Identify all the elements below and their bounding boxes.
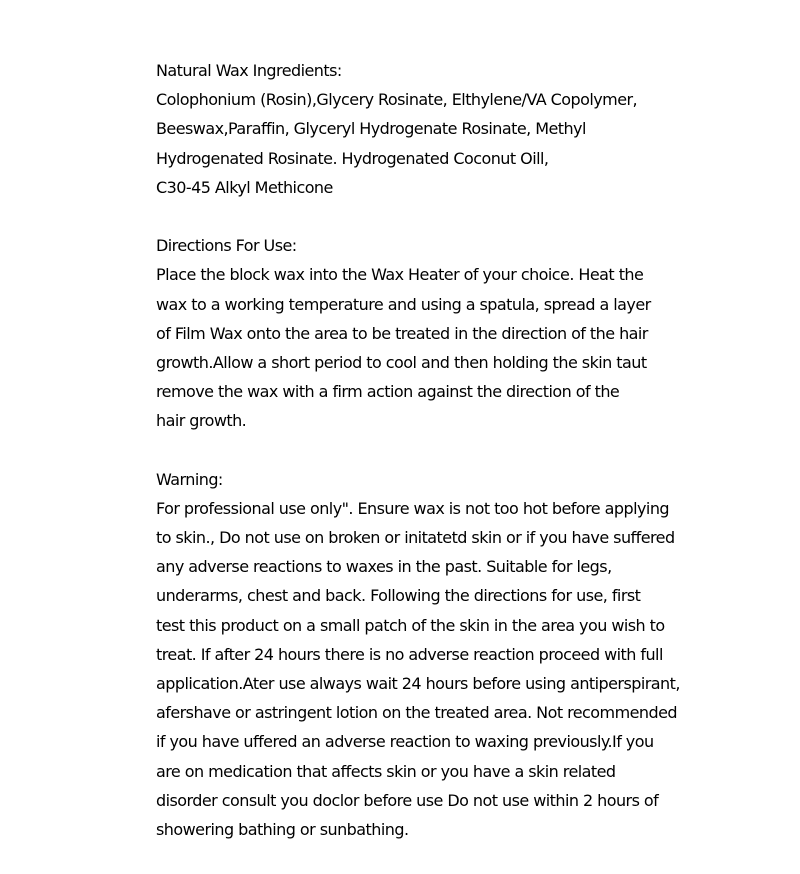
warning-line: are on medication that affects skin or you have a skin related [156, 761, 616, 781]
warning-line: afershave or astringent lotion on the treated area. Not recommended [156, 703, 677, 723]
warning-line: For professional use only". Ensure wax is not too hot before applying [156, 498, 670, 518]
warning-line: if you have uffered an adverse reaction to waxing previously.If you [156, 732, 654, 752]
ingredients-line: Colophonium (Rosin),Glycery Rosinate, Elthylene/VA Copolymer, [156, 90, 638, 110]
directions-line: remove the wax with a firm action against the direction of the [156, 382, 620, 402]
ingredients-line: C30-45 Alkyl Methicone [156, 177, 333, 197]
warning-line: any adverse reactions to waxes in the past. Suitable for legs, [156, 557, 612, 577]
warning-heading: Warning: [156, 469, 223, 489]
ingredients-line: Hydrogenated Rosinate. Hydrogenated Coconut Oill, [156, 148, 549, 168]
ingredients-section [156, 56, 716, 202]
warning-line: underarms, chest and back. Following the directions for use, first [156, 586, 641, 606]
warning-line: test this product on a small patch of the skin in the area you wish to [156, 615, 665, 635]
warning-line: showering bathing or sunbathing. [156, 819, 409, 839]
warning-line: treat. If after 24 hours there is no adverse reaction proceed with full [156, 644, 663, 664]
directions-line: hair growth. [156, 411, 247, 431]
directions-line: of Film Wax onto the area to be treated in the direction of the hair [156, 323, 648, 343]
directions-heading: Directions For Use: [156, 236, 297, 256]
directions-line: Place the block wax into the Wax Heater of your choice. Heat the [156, 265, 644, 285]
section-spacer [156, 202, 716, 231]
warning-section [156, 465, 716, 844]
product-info-document [156, 56, 716, 844]
section-spacer [156, 435, 716, 464]
ingredients-heading: Natural Wax Ingredients: [156, 61, 342, 80]
warning-line: to skin., Do not use on broken or initatetd skin or if you have suffered [156, 528, 675, 547]
ingredients-line: Beeswax,Paraffin, Glyceryl Hydrogenate Rosinate, Methyl [156, 119, 586, 139]
warning-line: disorder consult you doclor before use Do not use within 2 hours of [156, 790, 659, 810]
directions-line: wax to a working temperature and using a spatula, spread a layer [156, 294, 651, 314]
directions-section [156, 231, 716, 435]
directions-line: growth.Allow a short period to cool and then holding the skin taut [156, 352, 647, 372]
warning-line: application.Ater use always wait 24 hours before using antiperspirant, [156, 673, 680, 693]
